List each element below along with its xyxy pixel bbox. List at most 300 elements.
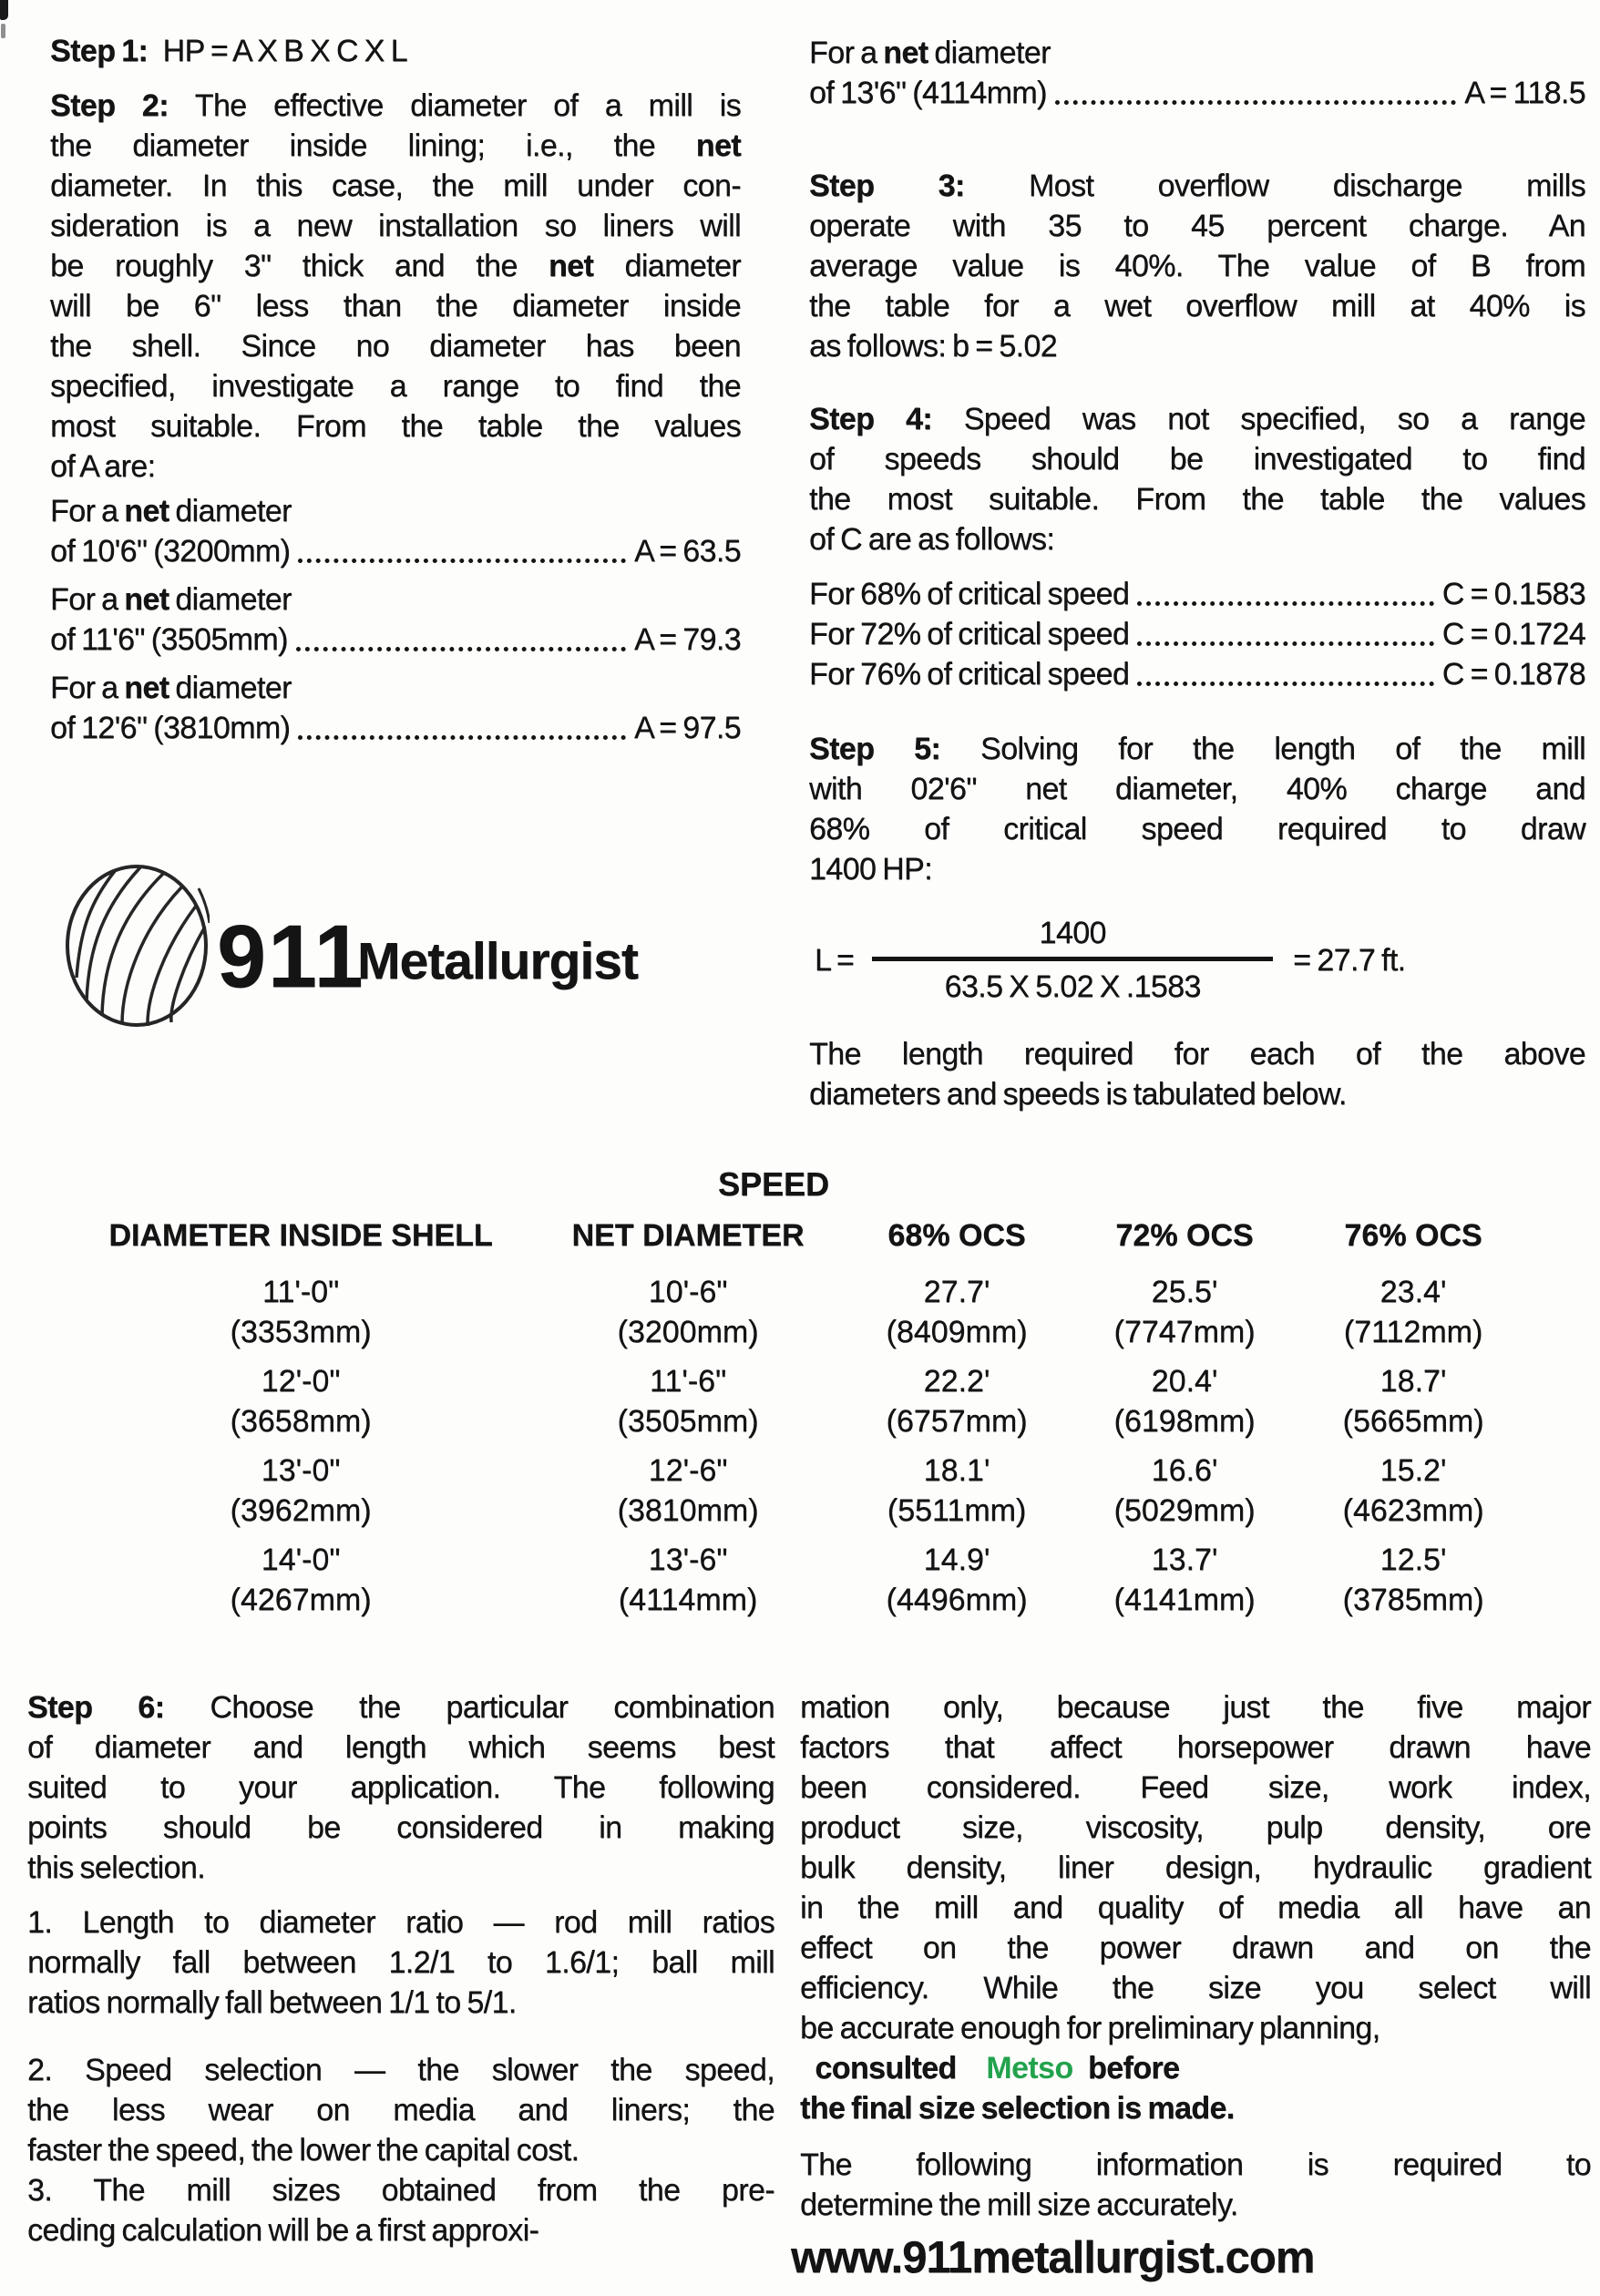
cell-value — [64, 1540, 538, 1580]
table-cell — [64, 1450, 538, 1531]
text-segment: 22.2' — [923, 1364, 990, 1399]
text-segment: efficiency. While the size you select will — [800, 1971, 1591, 2005]
text-segment: For a — [50, 494, 125, 528]
text-segment: net — [548, 249, 594, 283]
text-segment: (3200mm) — [617, 1315, 759, 1349]
text-segment: (4623mm) — [1342, 1493, 1484, 1528]
entry-line1 — [50, 579, 741, 620]
text-line — [800, 1928, 1591, 1968]
cell-mm — [538, 1491, 838, 1531]
text-segment: the final size selection is made. — [800, 2091, 1235, 2126]
text-line — [800, 1968, 1591, 2008]
step2-paragraph — [50, 86, 741, 487]
text-segment: (3505mm) — [617, 1404, 759, 1439]
text-segment: The following information is required to — [800, 2147, 1591, 2182]
step6-paragraph — [27, 1687, 774, 1888]
text-segment: 14'-0" — [261, 1543, 341, 1577]
closing-paragraph — [809, 1034, 1585, 1114]
text-segment: be accurate enough for preliminary planning, — [800, 2011, 1380, 2045]
dot-leader — [296, 647, 626, 651]
text-segment: net — [124, 494, 169, 528]
cell-value — [538, 1540, 838, 1580]
cell-value — [838, 1450, 1075, 1491]
text-line — [800, 1768, 1591, 1808]
approximation-paragraph — [800, 1687, 1591, 2048]
text-line — [50, 246, 741, 286]
text-line — [27, 2090, 774, 2130]
text-segment: For 76% of critical speed — [809, 657, 1130, 692]
text-line — [809, 849, 1585, 889]
text-segment: (4114mm) — [618, 1583, 758, 1617]
text-segment: 18.1' — [923, 1453, 990, 1488]
text-segment: of A are: — [50, 449, 156, 484]
text-line — [800, 2145, 1591, 2185]
text-segment: net — [124, 671, 169, 705]
text-segment: Step 5: — [809, 732, 941, 766]
text-segment: of 10'6" (3200mm) — [50, 534, 291, 569]
table-cell — [838, 1361, 1075, 1441]
column-header — [1294, 1215, 1533, 1256]
text-segment: 68% of critical speed required to draw — [809, 812, 1585, 846]
cell-value — [1294, 1361, 1533, 1401]
text-segment: 11'-6" — [649, 1364, 727, 1399]
text-segment: of 12'6" (3810mm) — [50, 711, 291, 745]
text-line — [50, 31, 741, 71]
text-segment: A = 79.3 — [634, 622, 741, 657]
c-value-list — [809, 574, 1585, 694]
cell-value — [538, 1272, 838, 1312]
text-segment: Speed was not specified, so a range — [932, 402, 1585, 436]
text-segment: diameters and speeds is tabulated below. — [809, 1077, 1347, 1112]
text-segment: with 02'6" net diameter, 40% charge and — [809, 772, 1585, 806]
text-segment: diameter — [169, 494, 292, 528]
text-segment: in the mill and quality of media all have an — [800, 1891, 1591, 1925]
step4-paragraph — [809, 399, 1585, 559]
text-line — [50, 126, 741, 166]
bottom-right-column — [800, 1687, 1591, 2225]
text-line — [800, 2008, 1591, 2048]
step1-formula — [50, 31, 741, 71]
text-segment: of C are as follows: — [809, 522, 1055, 557]
text-segment: C = 0.1724 — [1441, 617, 1585, 651]
text-segment: of 11'6" (3505mm) — [50, 622, 288, 657]
text-segment: (5511mm) — [887, 1493, 1027, 1528]
c-value — [1442, 574, 1585, 614]
text-segment: (7112mm) — [1343, 1315, 1483, 1349]
table-cell — [1294, 1361, 1533, 1441]
a-value-list — [50, 491, 741, 748]
text-segment: 12'-6" — [648, 1453, 728, 1488]
text-segment: (3785mm) — [1342, 1583, 1484, 1617]
text-segment: effect on the power drawn and on the — [800, 1931, 1591, 1965]
text-segment: diameter — [169, 671, 292, 705]
point-1 — [27, 1902, 774, 2023]
table-cell — [1294, 1540, 1533, 1620]
c-value — [1442, 614, 1585, 654]
table-header-row — [64, 1215, 1533, 1256]
text-line — [50, 366, 741, 406]
text-segment: For a — [809, 36, 884, 70]
text-segment: 14.9' — [923, 1543, 990, 1577]
text-segment: Choose the particular combination — [164, 1690, 774, 1725]
text-segment: specified, investigate a range to find the — [50, 369, 741, 404]
entry-line1 — [809, 33, 1585, 73]
text-segment: Step 4: — [809, 402, 933, 436]
table-cell — [538, 1540, 838, 1620]
text-segment: product size, viscosity, pulp density, ore — [800, 1810, 1591, 1845]
text-segment: before — [1072, 2051, 1180, 2086]
text-segment: diameter. In this case, the mill under con- — [50, 169, 741, 203]
net-diameter-entry — [50, 579, 741, 660]
text-segment: (6757mm) — [886, 1404, 1028, 1439]
text-segment: 16.6' — [1151, 1453, 1218, 1488]
text-segment: DIAMETER INSIDE SHELL — [108, 1218, 493, 1253]
text-line — [27, 2210, 774, 2250]
text-segment: 2. Speed selection — the slower the speed, — [27, 2053, 774, 2087]
column-header — [838, 1215, 1075, 1256]
text-segment: 20.4' — [1151, 1364, 1218, 1399]
site-logo — [55, 855, 711, 1051]
scan-artifact — [0, 0, 8, 20]
dot-leader — [1055, 100, 1457, 105]
cell-mm — [64, 1491, 538, 1531]
entry-value — [634, 620, 741, 660]
c-value-line — [809, 614, 1585, 654]
speed-group-header: SPEED — [718, 1165, 830, 1203]
table-cell — [538, 1361, 838, 1441]
text-line — [50, 446, 741, 487]
text-segment: (3962mm) — [230, 1493, 372, 1528]
cell-mm — [538, 1312, 838, 1352]
text-line — [800, 1848, 1591, 1888]
text-segment: A = 118.5 — [1464, 76, 1585, 110]
text-segment: For a — [50, 671, 125, 705]
text-segment: Step 3: — [809, 169, 965, 203]
text-segment: 13'-6" — [648, 1543, 728, 1577]
c-value-line — [809, 654, 1585, 694]
cell-value — [64, 1450, 538, 1491]
text-line — [27, 1942, 774, 1983]
text-segment: diameter — [169, 582, 292, 617]
text-segment: Metso — [956, 2051, 1073, 2086]
text-segment: of speeds should be investigated to find — [809, 442, 1585, 477]
entry-line2 — [50, 531, 741, 571]
text-line — [27, 1808, 774, 1848]
speed-table — [64, 1164, 1533, 1629]
table-cell — [1075, 1540, 1294, 1620]
cell-value — [838, 1272, 1075, 1312]
text-line — [800, 1727, 1591, 1768]
text-segment: (5665mm) — [1342, 1404, 1484, 1439]
cell-mm — [64, 1580, 538, 1620]
entry-line2 — [50, 620, 741, 660]
consult-metso-line — [800, 2048, 1591, 2088]
text-segment: 10'-6" — [648, 1275, 728, 1309]
text-segment: (3810mm) — [617, 1493, 759, 1528]
text-segment: (4496mm) — [886, 1583, 1028, 1617]
text-segment: 27.7' — [923, 1275, 990, 1309]
text-segment: ceding calculation will be a first approxi- — [27, 2213, 539, 2248]
website-url: www.911metallurgist.com — [791, 2233, 1315, 2282]
cell-value — [1075, 1272, 1294, 1312]
mill-length-formula — [815, 913, 1585, 1007]
text-line — [800, 2048, 1591, 2088]
text-segment: Step 2: — [50, 88, 169, 123]
text-line — [809, 326, 1585, 366]
text-segment: 1400 HP: — [809, 852, 932, 887]
point-3 — [27, 2170, 774, 2250]
text-segment: 72% OCS — [1115, 1218, 1254, 1253]
cell-mm — [1075, 1491, 1294, 1531]
text-line — [27, 1848, 774, 1888]
text-segment: be roughly 3" thick and the — [50, 249, 549, 283]
text-segment: 12.5' — [1379, 1543, 1447, 1577]
text-segment: For 72% of critical speed — [809, 617, 1130, 651]
table-cell — [838, 1450, 1075, 1531]
table-cell — [64, 1361, 538, 1441]
cell-value — [538, 1361, 838, 1401]
text-segment: bulk density, liner design, hydraulic gradient — [800, 1850, 1591, 1885]
text-segment: (8409mm) — [886, 1315, 1028, 1349]
entry-value — [634, 531, 741, 571]
top-right-column — [809, 33, 1585, 1114]
column-header — [538, 1215, 838, 1256]
entry-line2 — [50, 708, 741, 748]
text-segment: the shell. Since no diameter has been — [50, 329, 741, 364]
cell-value — [538, 1450, 838, 1491]
cell-value — [838, 1540, 1075, 1580]
text-segment: 25.5' — [1151, 1275, 1218, 1309]
text-line — [809, 439, 1585, 479]
cell-mm — [1075, 1312, 1294, 1352]
text-line — [809, 479, 1585, 519]
formula-lhs: L = — [815, 942, 855, 978]
text-segment: NET DIAMETER — [571, 1218, 805, 1253]
text-segment: (3658mm) — [230, 1404, 372, 1439]
cell-mm — [538, 1401, 838, 1441]
text-line — [27, 1768, 774, 1808]
text-segment: normally fall between 1.2/1 to 1.6/1; ball mill — [27, 1945, 774, 1980]
text-line — [50, 406, 741, 446]
entry-line1 — [50, 668, 741, 708]
text-segment: net — [883, 36, 928, 70]
table-cell — [538, 1272, 838, 1352]
text-segment: 3. The mill sizes obtained from the pre- — [27, 2173, 774, 2208]
text-line — [50, 206, 741, 246]
table-cell — [64, 1540, 538, 1620]
text-segment: average value is 40%. The value of B from — [809, 249, 1585, 283]
entry-label — [50, 708, 290, 748]
cell-mm — [64, 1312, 538, 1352]
dot-leader — [298, 559, 626, 563]
text-line — [809, 769, 1585, 809]
text-segment: Most overflow discharge mills — [964, 169, 1586, 203]
text-line — [27, 2130, 774, 2170]
entry-label — [809, 73, 1047, 113]
text-segment: will be 6" less than the diameter inside — [50, 289, 741, 323]
text-segment: mation only, because just the five major — [800, 1690, 1591, 1725]
text-segment: determine the mill size accurately. — [800, 2188, 1238, 2222]
cell-value — [1075, 1450, 1294, 1491]
text-line — [809, 166, 1585, 206]
text-line — [50, 86, 741, 126]
text-line — [27, 1902, 774, 1942]
text-segment: A = 63.5 — [634, 534, 741, 569]
text-segment: points should be considered in making — [27, 1810, 774, 1845]
text-segment: 13'-0" — [261, 1453, 341, 1488]
c-value-label — [809, 574, 1129, 614]
text-segment: The length required for each of the above — [809, 1037, 1585, 1071]
net-diameter-entry — [50, 668, 741, 748]
cell-value — [64, 1361, 538, 1401]
cell-mm — [838, 1580, 1075, 1620]
dot-leader — [1137, 601, 1434, 606]
cell-mm — [1294, 1401, 1533, 1441]
cell-mm — [64, 1401, 538, 1441]
text-segment: Step 1: — [50, 34, 149, 68]
text-segment: the less wear on media and liners; the — [27, 2093, 774, 2127]
cell-mm — [1075, 1580, 1294, 1620]
text-segment: For 68% of critical speed — [809, 577, 1130, 611]
cell-mm — [838, 1401, 1075, 1441]
text-segment: Step 6: — [27, 1690, 165, 1725]
bottom-left-column — [27, 1687, 774, 2250]
entry-line1 — [50, 491, 741, 531]
text-segment: faster the speed, the lower the capital cost. — [27, 2133, 579, 2168]
text-segment: of 13'6" (4114mm) — [809, 76, 1047, 110]
cell-value — [1294, 1272, 1533, 1312]
point-2 — [27, 2050, 774, 2170]
text-segment: Solving for the length of the mill — [940, 732, 1586, 766]
text-segment: 76% OCS — [1344, 1218, 1482, 1253]
text-segment: net — [695, 128, 741, 163]
net-diameter-entry — [50, 491, 741, 571]
cell-value — [1075, 1361, 1294, 1401]
text-segment: the diameter inside lining; i.e., the — [50, 128, 696, 163]
dot-leader — [298, 735, 626, 740]
text-segment: 68% OCS — [887, 1218, 1026, 1253]
text-line — [809, 1034, 1585, 1074]
following-info-paragraph — [800, 2145, 1591, 2225]
c-value-label — [809, 654, 1129, 694]
text-segment: net — [124, 582, 169, 617]
text-segment: 18.7' — [1379, 1364, 1447, 1399]
cell-mm — [838, 1312, 1075, 1352]
text-segment: sideration is a new installation so liners will — [50, 209, 741, 243]
dot-leader — [1137, 641, 1434, 646]
entry-line2 — [809, 73, 1585, 113]
text-segment: For a — [50, 582, 125, 617]
text-line — [800, 2088, 1591, 2128]
text-segment: operate with 35 to 45 percent charge. An — [809, 209, 1585, 243]
text-segment: 15.2' — [1379, 1453, 1447, 1488]
text-line — [809, 206, 1585, 246]
text-segment: HP = A X B X C X L — [148, 34, 407, 68]
logo-name: Metallurgist — [357, 932, 638, 990]
dot-leader — [1137, 682, 1434, 686]
table-cell — [1075, 1272, 1294, 1352]
text-line — [27, 1983, 774, 2023]
text-line — [50, 286, 741, 326]
cell-mm — [1075, 1401, 1294, 1441]
text-segment: C = 0.1583 — [1441, 577, 1585, 611]
text-line — [800, 1687, 1591, 1727]
text-segment: 23.4' — [1379, 1275, 1447, 1309]
text-line — [809, 519, 1585, 559]
table-cell — [838, 1540, 1075, 1620]
text-segment: (6198mm) — [1113, 1404, 1256, 1439]
cell-mm — [1294, 1312, 1533, 1352]
entry-value — [634, 708, 741, 748]
cell-value — [1294, 1450, 1533, 1491]
table-cell — [1075, 1361, 1294, 1441]
table-cell — [64, 1272, 538, 1352]
table-cell — [1075, 1450, 1294, 1531]
text-line — [809, 286, 1585, 326]
text-line — [809, 1074, 1585, 1114]
cell-mm — [838, 1491, 1075, 1531]
c-value-label — [809, 614, 1129, 654]
entry-label — [50, 531, 290, 571]
table-cell — [1294, 1272, 1533, 1352]
top-left-column — [50, 31, 741, 756]
final-selection-line — [800, 2088, 1591, 2128]
text-segment: factors that affect horsepower drawn have — [800, 1730, 1591, 1765]
text-segment: 13.7' — [1151, 1543, 1218, 1577]
text-segment: the most suitable. From the table the values — [809, 482, 1585, 517]
text-segment: as follows: b = 5.02 — [809, 329, 1058, 364]
text-segment: C = 0.1878 — [1441, 657, 1585, 692]
text-segment: of diameter and length which seems best — [27, 1730, 774, 1765]
text-segment: (4141mm) — [1113, 1583, 1256, 1617]
column-header — [64, 1215, 538, 1256]
c-value — [1442, 654, 1585, 694]
cell-value — [1075, 1540, 1294, 1580]
text-segment: diameter — [593, 249, 741, 283]
cell-mm — [538, 1580, 838, 1620]
text-segment: the table for a wet overflow mill at 40% is — [809, 289, 1585, 323]
text-segment: The effective diameter of a mill is — [168, 88, 741, 123]
text-line — [50, 326, 741, 366]
text-segment: suited to your application. The following — [27, 1770, 774, 1805]
text-segment: 1. Length to diameter ratio — rod mill ratios — [27, 1905, 774, 1940]
text-line — [809, 246, 1585, 286]
column-header — [1075, 1215, 1294, 1256]
table-cell — [538, 1450, 838, 1531]
text-line — [800, 2185, 1591, 2225]
entry-value — [1464, 73, 1585, 113]
text-segment: most suitable. From the table the values — [50, 409, 741, 444]
fraction-bar — [872, 957, 1273, 961]
text-segment: 12'-0" — [261, 1364, 341, 1399]
text-segment: diameter — [928, 36, 1051, 70]
text-segment: (4267mm) — [230, 1583, 372, 1617]
formula-result: = 27.7 ft. — [1293, 942, 1406, 978]
text-line — [809, 399, 1585, 439]
fraction — [872, 913, 1273, 1007]
fraction-numerator: 1400 — [1039, 916, 1106, 950]
text-line — [809, 729, 1585, 769]
logo-number: 911 — [217, 907, 365, 1006]
text-segment: (7747mm) — [1113, 1315, 1256, 1349]
cell-value — [64, 1272, 538, 1312]
cell-value — [838, 1361, 1075, 1401]
table-body — [64, 1272, 1533, 1629]
fraction-denominator: 63.5 X 5.02 X .1583 — [944, 969, 1201, 1004]
text-line — [809, 809, 1585, 849]
step5-paragraph — [809, 729, 1585, 889]
text-line — [800, 1808, 1591, 1848]
